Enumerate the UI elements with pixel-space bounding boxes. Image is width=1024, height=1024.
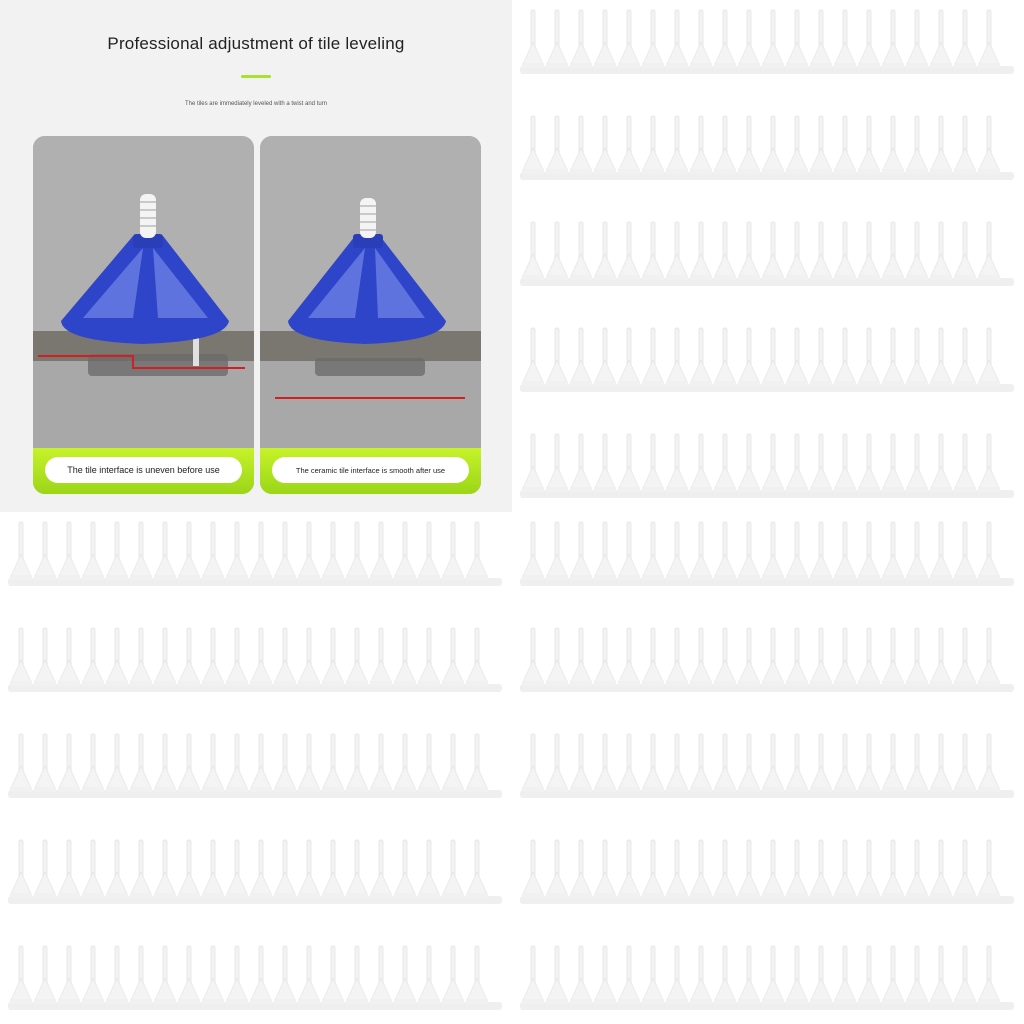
caption-band [33, 448, 254, 494]
clip-strip [518, 114, 1018, 186]
leveler-before-photo [33, 136, 254, 456]
clip-strip [518, 8, 1018, 80]
clip-strip [518, 432, 1018, 504]
clip-strip [6, 626, 506, 698]
clip-strip [518, 732, 1018, 804]
clip-strip [518, 220, 1018, 292]
hero-subtitle: The tiles are immediately leveled with a twist and turn [184, 101, 328, 107]
before-caption: The tile interface is uneven before use [45, 457, 242, 483]
leveler-after-photo [260, 136, 481, 456]
clip-strip [518, 520, 1018, 592]
after-caption: The ceramic tile interface is smooth after use [272, 457, 469, 483]
clip-strip [6, 944, 506, 1016]
clip-strip [6, 520, 506, 592]
clip-strip [518, 944, 1018, 1016]
clip-strip [6, 838, 506, 910]
before-card [33, 136, 254, 494]
hero-title: Professional adjustment of tile leveling [107, 34, 405, 53]
hero-panel [0, 0, 512, 512]
caption-band [260, 448, 481, 494]
clip-strip [518, 326, 1018, 398]
clip-strip [518, 626, 1018, 698]
after-card [260, 136, 481, 494]
clip-strip [518, 838, 1018, 910]
title-accent-bar [241, 75, 271, 78]
clip-strip [6, 732, 506, 804]
